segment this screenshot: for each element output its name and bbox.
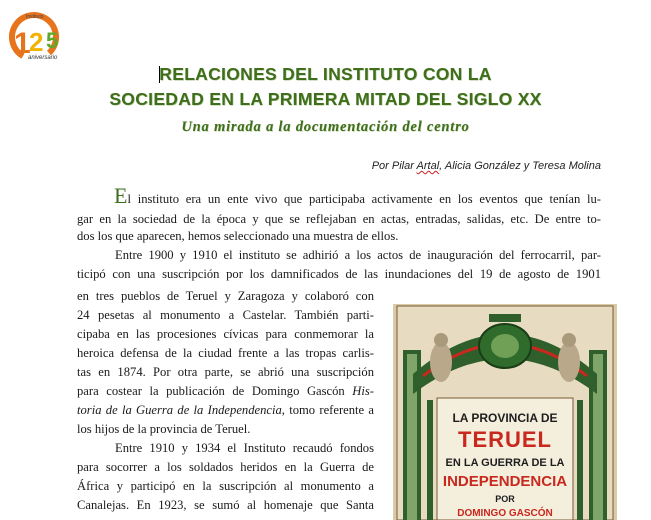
body-line: tas en 1874. Por otra parte, se abrió una suscripción — [77, 365, 374, 379]
book-title-line6: DOMINGO GASCÓN — [457, 508, 553, 519]
body-line — [77, 402, 374, 418]
body-line-text: , tomo referente a — [281, 403, 374, 417]
authors-rest: , Alicia González y Teresa Molina — [439, 160, 601, 172]
body-line: cipaba en las procesiones cívicas para conmemorar la — [77, 327, 374, 341]
logo-label: aniversario — [28, 55, 58, 61]
body-line: para socorrer a los soldados heridos en la Guerra de — [77, 460, 374, 474]
italic-text: His- — [352, 384, 374, 398]
authors-line — [372, 160, 601, 172]
body-line: heroica defensa de la ciudad frente a las tropas carlis- — [77, 346, 374, 360]
svg-text:Instituto: Instituto — [26, 14, 44, 20]
italic-text: toria de la Guerra de la Independencia — [77, 403, 282, 417]
body-line — [77, 383, 374, 399]
svg-text:2: 2 — [29, 27, 44, 57]
body-line: África y participó en la suscripción al monumento a — [77, 479, 374, 493]
body-line-text: l instituto era un ente vivo que participaba activamente en los eventos que tenían lu- — [127, 192, 601, 206]
body-line: en tres pueblos de Teruel y Zaragoza y colaboró con — [77, 289, 374, 303]
anniversary-logo — [6, 6, 66, 64]
body-line: Entre 1910 y 1934 el Instituto recaudó fondos — [115, 441, 374, 455]
body-line-text: para costear la publicación de Domingo Gascón — [77, 384, 353, 398]
body-line: Canalejas. En 1923, se sumó al homenaje que Santa — [77, 498, 374, 512]
subtitle: Una mirada a la documentación del centro — [181, 119, 470, 135]
body-line: 24 pesetas al monumento a Castelar. También parti- — [77, 308, 374, 322]
author-surname-misspelled: Artal — [416, 160, 440, 172]
title-line-1: RELACIONES DEL INSTITUTO CON LA — [159, 64, 492, 84]
book-title-line4: INDEPENDENCIA — [442, 473, 568, 490]
title-line-2: SOCIEDAD EN LA PRIMERA MITAD DEL SIGLO XX — [109, 89, 542, 109]
book-title-line5: POR — [495, 494, 515, 504]
body-line: ticipó con una suscripción por los damnificados de las inundaciones del 19 de agosto de 1901 — [77, 267, 601, 281]
book-cover-art — [393, 304, 617, 520]
book-title-line2: TERUEL — [458, 427, 552, 452]
body-line: Entre 1900 y 1910 el instituto se adhirió a los actos de inauguración del ferrocarril, par- — [115, 248, 601, 262]
book-cover-image — [393, 304, 617, 520]
body-line: los hijos de la provincia de Teruel. — [77, 422, 251, 436]
body-line: dos los que aparecen, hemos seleccionado una muestra de ellos. — [77, 229, 399, 243]
body-line — [77, 183, 601, 208]
svg-text:5: 5 — [46, 28, 59, 53]
book-title-line1: LA PROVINCIA DE — [452, 411, 558, 425]
drop-cap: E — [114, 183, 128, 208]
svg-text:1: 1 — [14, 27, 31, 60]
authors-prefix: Por Pilar — [371, 160, 417, 172]
body-line: gar en la sociedad de la época y que se reflejaban en actas, entradas, salidas, etc. De entre to- — [77, 212, 601, 226]
book-title-line3: EN LA GUERRA DE LA — [445, 457, 565, 469]
